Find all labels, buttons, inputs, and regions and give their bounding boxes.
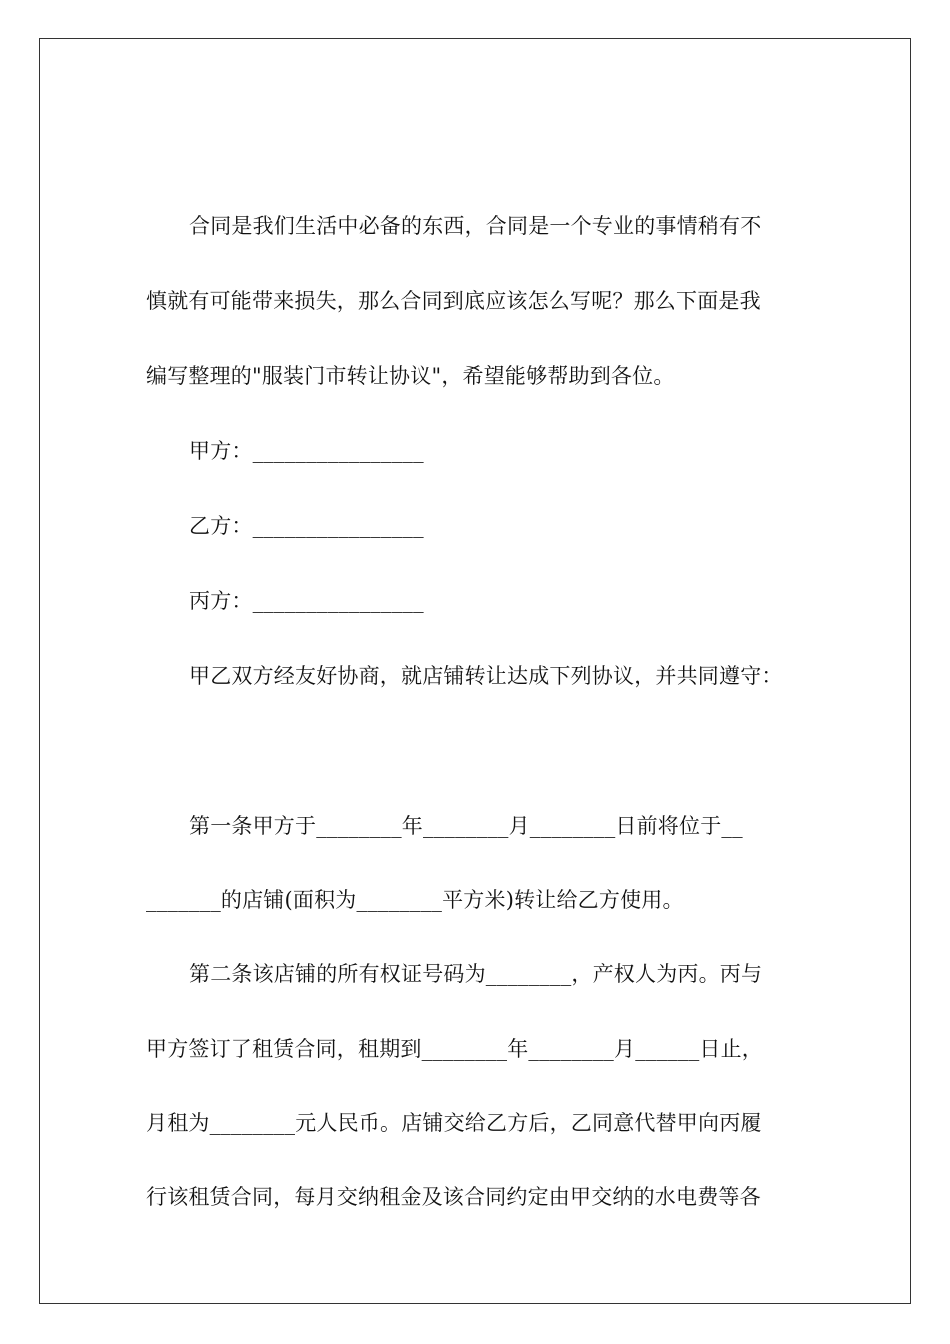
party-b-line: 乙方：________________ [189, 514, 424, 538]
agreement-preamble: 甲乙双方经友好协商，就店铺转让达成下列协议，并共同遵守： [189, 664, 783, 688]
intro-line-3: 编写整理的"服装门市转让协议"，希望能够帮助到各位。 [146, 364, 675, 388]
article-2-line-1: 第二条该店铺的所有权证号码为________，产权人为丙。丙与 [189, 962, 763, 986]
article-1-line-1: 第一条甲方于________年________月________日前将位于__ [189, 814, 743, 838]
article-2-line-4: 行该租赁合同，每月交纳租金及该合同约定由甲交纳的水电费等各 [146, 1185, 761, 1209]
article-2-line-2: 甲方签订了租赁合同，租期到________年________月______日止， [146, 1037, 763, 1061]
party-c-line: 丙方：________________ [189, 589, 424, 613]
intro-line-2: 慎就有可能带来损失，那么合同到底应该怎么写呢？那么下面是我 [146, 289, 761, 313]
party-a-line: 甲方：________________ [189, 439, 424, 463]
article-1-line-2: _______的店铺(面积为________平方米)转让给乙方使用。 [146, 888, 684, 912]
intro-line-1: 合同是我们生活中必备的东西，合同是一个专业的事情稍有不 [189, 214, 762, 238]
article-2-line-3: 月租为________元人民币。店铺交给乙方后，乙同意代替甲向丙履 [146, 1111, 762, 1135]
